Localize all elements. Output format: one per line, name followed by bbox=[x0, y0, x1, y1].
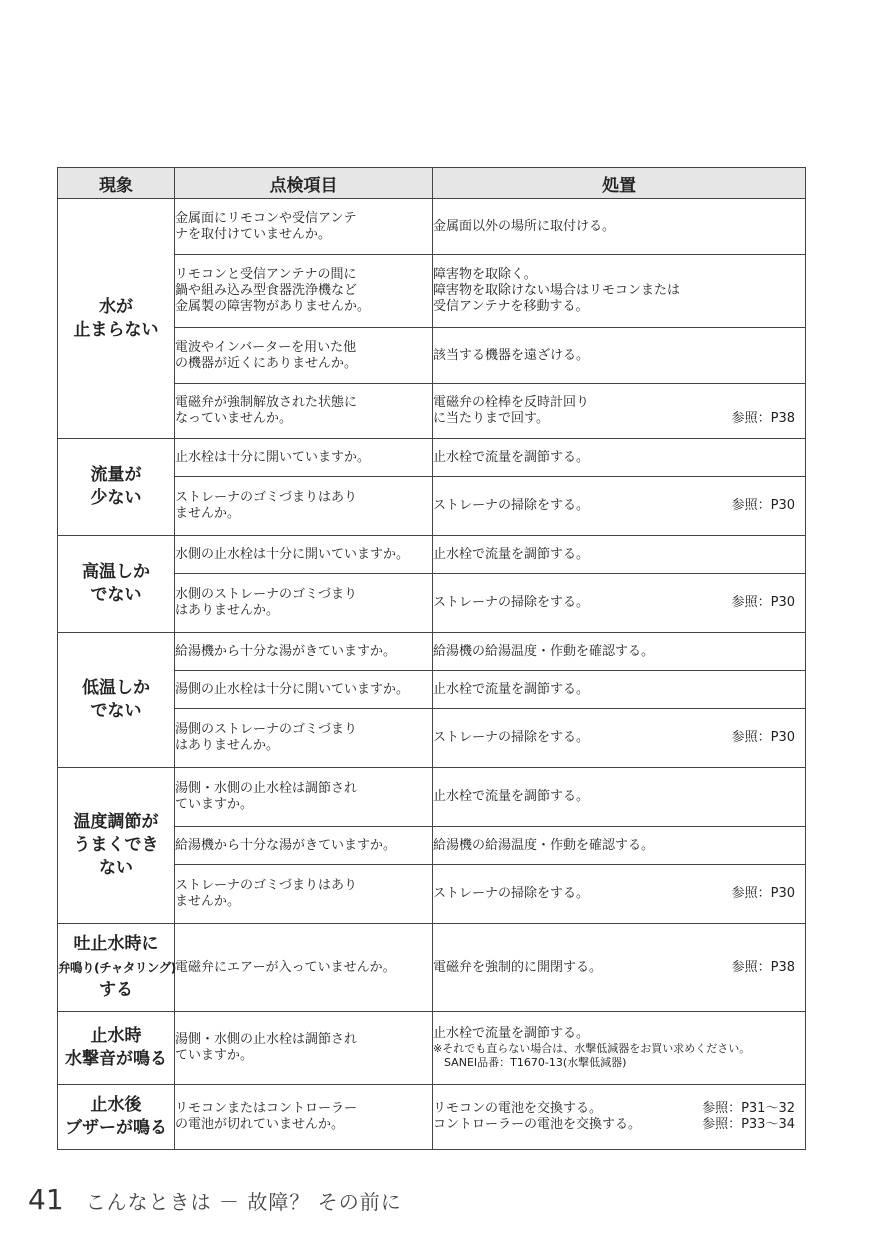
reference-label: 参照：P30 bbox=[731, 886, 795, 901]
symptom-cell bbox=[58, 768, 175, 924]
check-item-cell bbox=[175, 768, 433, 827]
text-line: 鍋や組み込み型食器洗浄機など bbox=[175, 283, 358, 298]
check-item-cell bbox=[175, 328, 433, 384]
text-line: リモコンと受信アンテナの間に bbox=[175, 267, 357, 282]
symptom-text: 水撃音が鳴る bbox=[65, 1049, 167, 1069]
check-item-cell bbox=[175, 1085, 433, 1150]
text-line: ストレーナの掃除をする。 bbox=[433, 886, 590, 901]
text-line: ませんか。 bbox=[175, 506, 241, 521]
text-line: リモコンの電池を交換する。 bbox=[433, 1101, 603, 1116]
reference-label: 参照：P30 bbox=[731, 730, 795, 745]
text-line: ストレーナの掃除をする。 bbox=[433, 595, 590, 610]
action-cell bbox=[433, 384, 806, 439]
symptom-cell bbox=[58, 199, 175, 439]
reference-label: 参照：P38 bbox=[731, 411, 795, 426]
text-line: ストレーナの掃除をする。 bbox=[433, 498, 590, 513]
table-row bbox=[58, 768, 806, 827]
table-row bbox=[58, 439, 806, 477]
check-item-cell bbox=[175, 574, 433, 633]
check-item-cell bbox=[175, 384, 433, 439]
symptom-text: でない bbox=[90, 585, 142, 605]
action-cell bbox=[433, 827, 806, 865]
text-line: コントローラーの電池を交換する。 bbox=[433, 1117, 642, 1132]
text-line: の電池が切れていませんか。 bbox=[175, 1117, 345, 1132]
symptom-cell bbox=[58, 633, 175, 768]
symptom-text: ブザーが鳴る bbox=[65, 1118, 167, 1138]
troubleshooting-table bbox=[57, 167, 806, 1150]
text-line: 止水栓で流量を調節する。 bbox=[433, 449, 590, 465]
action-cell bbox=[433, 1085, 806, 1150]
symptom-text: 少ない bbox=[90, 488, 142, 508]
symptom-cell bbox=[58, 1085, 175, 1150]
text-line: 障害物を取除く。 bbox=[433, 267, 537, 282]
action-cell bbox=[433, 709, 806, 768]
text-line: 受信アンテナを移動する。 bbox=[433, 299, 589, 314]
text-line: 水側のストレーナのゴミづまり bbox=[175, 587, 358, 602]
table-row bbox=[58, 1012, 806, 1085]
text-line: 給湯機の給湯温度・作動を確認する。 bbox=[433, 837, 655, 853]
check-item-cell bbox=[175, 477, 433, 536]
symptom-text: 弁鳴り(チャタリング) bbox=[58, 960, 176, 975]
text-line: 湯側の止水栓は十分に開いていますか。 bbox=[175, 681, 410, 697]
table-row bbox=[58, 924, 806, 1012]
table-row bbox=[58, 536, 806, 574]
check-item-cell bbox=[175, 827, 433, 865]
table-row bbox=[58, 199, 806, 255]
header-check-item: 点検項目 bbox=[175, 168, 433, 199]
symptom-text: うまくでき bbox=[73, 835, 159, 855]
text-line: 止水栓で流量を調節する。 bbox=[433, 546, 590, 562]
action-cell bbox=[433, 199, 806, 255]
text-line: ストレーナの掃除をする。 bbox=[433, 730, 590, 745]
page-footer-title: こんなときは － 故障？ その前に bbox=[85, 1190, 402, 1214]
check-item-cell bbox=[175, 924, 433, 1012]
symptom-text: 止水後 bbox=[90, 1095, 142, 1115]
header-action: 処置 bbox=[433, 168, 806, 199]
text-line: なっていませんか。 bbox=[175, 411, 293, 426]
table-header-row bbox=[58, 168, 806, 199]
text-line: ませんか。 bbox=[175, 894, 241, 909]
action-cell bbox=[433, 671, 806, 709]
text-line: 金属面にリモコンや受信アンテ bbox=[175, 210, 357, 226]
symptom-text: でない bbox=[90, 701, 142, 721]
reference-label: 参照：P38 bbox=[731, 959, 795, 975]
text-line: ストレーナのゴミづまりはあり bbox=[175, 490, 358, 505]
table-body bbox=[58, 199, 806, 1150]
symptom-text: 低温しか bbox=[82, 678, 150, 698]
symptom-text: 止水時 bbox=[90, 1026, 142, 1046]
text-line: 給湯機から十分な湯がきていますか。 bbox=[175, 643, 397, 659]
action-cell bbox=[433, 865, 806, 924]
check-item-cell bbox=[175, 633, 433, 671]
action-cell bbox=[433, 574, 806, 633]
symptom-cell bbox=[58, 1012, 175, 1085]
check-item-cell bbox=[175, 1012, 433, 1085]
reference-label: 参照：P30 bbox=[731, 595, 795, 610]
action-cell bbox=[433, 633, 806, 671]
text-line: 湯側のストレーナのゴミづまり bbox=[175, 722, 358, 737]
reference-label: 参照：P31〜32 bbox=[702, 1101, 795, 1116]
symptom-text: 水が bbox=[99, 296, 133, 317]
text-line: はありませんか。 bbox=[175, 738, 280, 753]
symptom-text: ない bbox=[99, 858, 133, 878]
table-row bbox=[58, 1085, 806, 1150]
text-line: ストレーナのゴミづまりはあり bbox=[175, 878, 358, 893]
note-line: ※それでも直らない場合は、水撃低減器をお買い求めください。 bbox=[433, 1042, 751, 1055]
text-line: ナを取付けていませんか。 bbox=[175, 226, 332, 242]
table-row bbox=[58, 633, 806, 671]
reference-label: 参照：P33〜34 bbox=[702, 1117, 795, 1132]
text-line: 止水栓は十分に開いていますか。 bbox=[175, 449, 371, 465]
header-symptom: 現象 bbox=[58, 168, 175, 199]
symptom-cell bbox=[58, 924, 175, 1012]
action-cell bbox=[433, 328, 806, 384]
text-line: 金属製の障害物がありませんか。 bbox=[175, 299, 371, 314]
text-line: 給湯機から十分な湯がきていますか。 bbox=[175, 837, 397, 853]
symptom-text: 止まらない bbox=[73, 319, 159, 340]
symptom-text: 温度調節が bbox=[73, 812, 159, 832]
page-footer bbox=[28, 1183, 402, 1223]
check-item-cell bbox=[175, 255, 433, 328]
text-line: はありませんか。 bbox=[175, 603, 280, 618]
text-line: ていますか。 bbox=[175, 1048, 254, 1063]
check-item-cell bbox=[175, 709, 433, 768]
action-cell bbox=[433, 439, 806, 477]
text-line: 該当する機器を遠ざける。 bbox=[433, 347, 590, 363]
reference-label: 参照：P30 bbox=[731, 498, 795, 513]
text-line: 止水栓で流量を調節する。 bbox=[433, 789, 590, 804]
text-line: ていますか。 bbox=[175, 797, 254, 812]
symptom-text: 流量が bbox=[90, 465, 142, 485]
action-cell bbox=[433, 536, 806, 574]
check-item-cell bbox=[175, 865, 433, 924]
symptom-text: 高温しか bbox=[82, 562, 150, 582]
symptom-cell bbox=[58, 536, 175, 633]
action-cell bbox=[433, 924, 806, 1012]
symptom-text: する bbox=[99, 980, 133, 1000]
text-line: 湯側・水側の止水栓は調節され bbox=[175, 1032, 358, 1047]
text-line: 電磁弁の栓棒を反時計回り bbox=[433, 395, 590, 410]
note-line: SANEI品番：T1670-13(水撃低減器) bbox=[433, 1056, 627, 1069]
text-line: 湯側・水側の止水栓は調節され bbox=[175, 781, 358, 796]
check-item-cell bbox=[175, 439, 433, 477]
text-line: 障害物を取除けない場合はリモコンまたは bbox=[433, 283, 681, 298]
text-line: に当たりまで回す。 bbox=[433, 411, 549, 426]
text-line: リモコンまたはコントローラー bbox=[175, 1101, 358, 1116]
text-line: 止水栓で流量を調節する。 bbox=[433, 681, 590, 697]
page-number: 41 bbox=[28, 1183, 64, 1216]
text-line: 金属面以外の場所に取付ける。 bbox=[433, 218, 616, 234]
action-cell bbox=[433, 768, 806, 827]
symptom-cell bbox=[58, 439, 175, 536]
action-note bbox=[433, 1042, 750, 1070]
action-cell bbox=[433, 1012, 806, 1085]
text-line: 電磁弁を強制的に開閉する。 bbox=[433, 959, 603, 975]
text-line: 電波やインバーターを用いた他 bbox=[175, 339, 357, 355]
check-item-cell bbox=[175, 536, 433, 574]
action-cell bbox=[433, 255, 806, 328]
text-line: 給湯機の給湯温度・作動を確認する。 bbox=[433, 643, 655, 659]
text-line: の機器が近くにありませんか。 bbox=[175, 355, 358, 371]
symptom-text: 吐止水時に bbox=[73, 934, 159, 954]
text-line: 電磁弁にエアーが入っていませんか。 bbox=[175, 959, 396, 975]
check-item-cell bbox=[175, 199, 433, 255]
text-line: 水側の止水栓は十分に開いていますか。 bbox=[175, 546, 410, 562]
action-cell bbox=[433, 477, 806, 536]
text-line: 電磁弁が強制解放された状態に bbox=[175, 395, 358, 410]
text-line: 止水栓で流量を調節する。 bbox=[433, 1026, 590, 1041]
check-item-cell bbox=[175, 671, 433, 709]
